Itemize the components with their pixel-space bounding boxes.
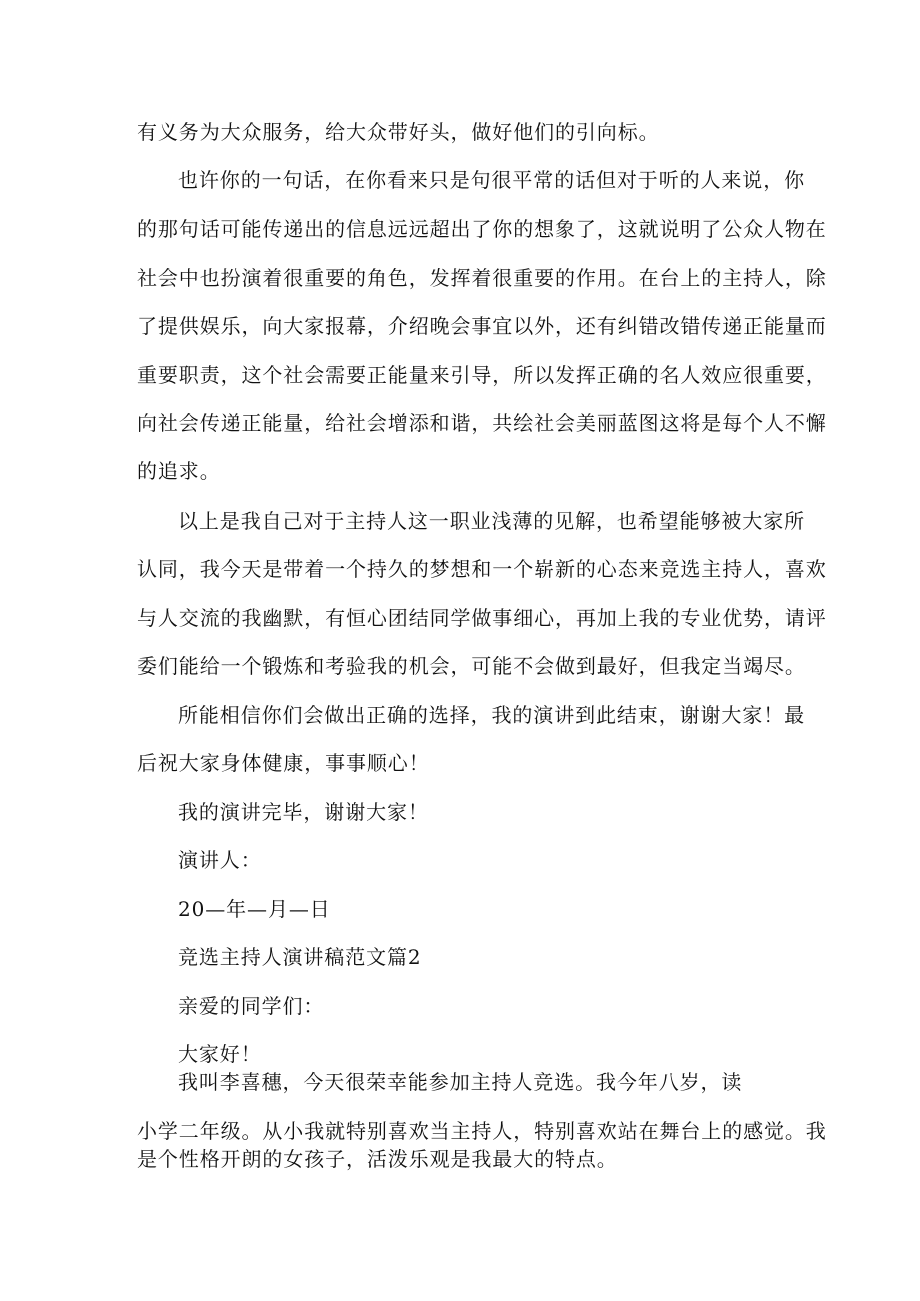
text-line: 小学二年级。从小我就特别喜欢当主持人，特别喜欢站在舞台上的感觉。我	[137, 1119, 827, 1143]
text-line: 是个性格开朗的女孩子，活泼乐观是我最大的特点。	[137, 1147, 618, 1171]
text-line: 的追求。	[137, 459, 221, 483]
text-line: 了提供娱乐，向大家报幕，介绍晚会事宜以外，还有纠错改错传递正能量而	[137, 314, 827, 338]
section-title: 竞选主持人演讲稿范文篇2	[178, 945, 422, 969]
text-line: 认同，我今天是带着一个持久的梦想和一个崭新的心态来竞选主持人，喜欢	[137, 557, 827, 581]
speaker-label: 演讲人：	[178, 848, 262, 872]
text-line: 向社会传递正能量，给社会增添和谐，共绘社会美丽蓝图这将是每个人不懈	[137, 411, 827, 435]
greeting: 大家好！	[178, 1042, 262, 1066]
text-line: 与人交流的我幽默，有恒心团结同学做事细心，再加上我的专业优势，请评	[137, 606, 827, 630]
text-line: 委们能给一个锻炼和考验我的机会，可能不会做到最好，但我定当竭尽。	[137, 654, 806, 678]
text-line: 的那句话可能传递出的信息远远超出了你的想象了，这就说明了公众人物在	[137, 217, 827, 241]
paragraph-first-line: 我叫李喜穗，今天很荣幸能参加主持人竞选。我今年八岁，读	[178, 1070, 743, 1094]
date-line: 20—年—月—日	[178, 897, 331, 921]
paragraph-first-line: 也许你的一句话，在你看来只是句很平常的话但对于听的人来说，你	[178, 168, 805, 192]
salutation: 亲爱的同学们：	[178, 994, 325, 1018]
text-line: 重要职责，这个社会需要正能量来引导，所以发挥正确的名人效应很重要，	[137, 363, 827, 387]
text-line: 社会中也扮演着很重要的角色，发挥着很重要的作用。在台上的主持人，除	[137, 266, 827, 290]
paragraph-first-line: 以上是我自己对于主持人这一职业浅薄的见解，也希望能够被大家所	[178, 509, 805, 533]
closing-line: 我的演讲完毕，谢谢大家！	[178, 800, 429, 824]
text-line: 有义务为大众服务，给大众带好头，做好他们的引向标。	[137, 120, 660, 144]
paragraph-first-line: 所能相信你们会做出正确的选择，我的演讲到此结束，谢谢大家！最	[178, 703, 805, 727]
text-line: 后祝大家身体健康，事事顺心！	[137, 751, 430, 775]
